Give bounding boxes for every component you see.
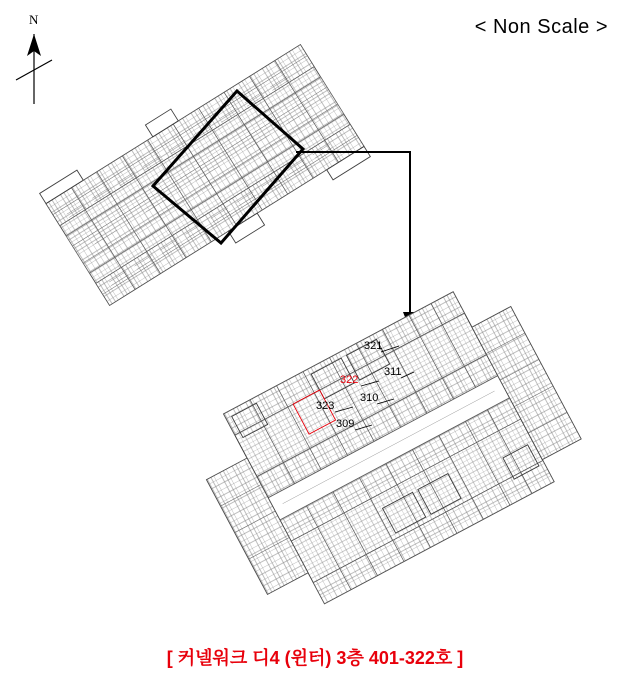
unit-label-322: 322	[340, 374, 359, 386]
overview-plan	[39, 33, 372, 317]
north-label: N	[29, 12, 39, 27]
unit-label-323: 323	[316, 400, 335, 412]
unit-label-321: 321	[364, 340, 383, 352]
callout-arrow	[296, 152, 417, 330]
detail-plan	[183, 271, 593, 625]
non-scale-caption: < Non Scale >	[474, 16, 608, 38]
unit-label-309: 309	[336, 418, 355, 430]
unit-label-310: 310	[360, 392, 379, 404]
page-title: [ 커넬워크 디4 (윈터) 3층 401-322호 ]	[166, 648, 464, 668]
unit-label-311: 311	[384, 366, 402, 378]
